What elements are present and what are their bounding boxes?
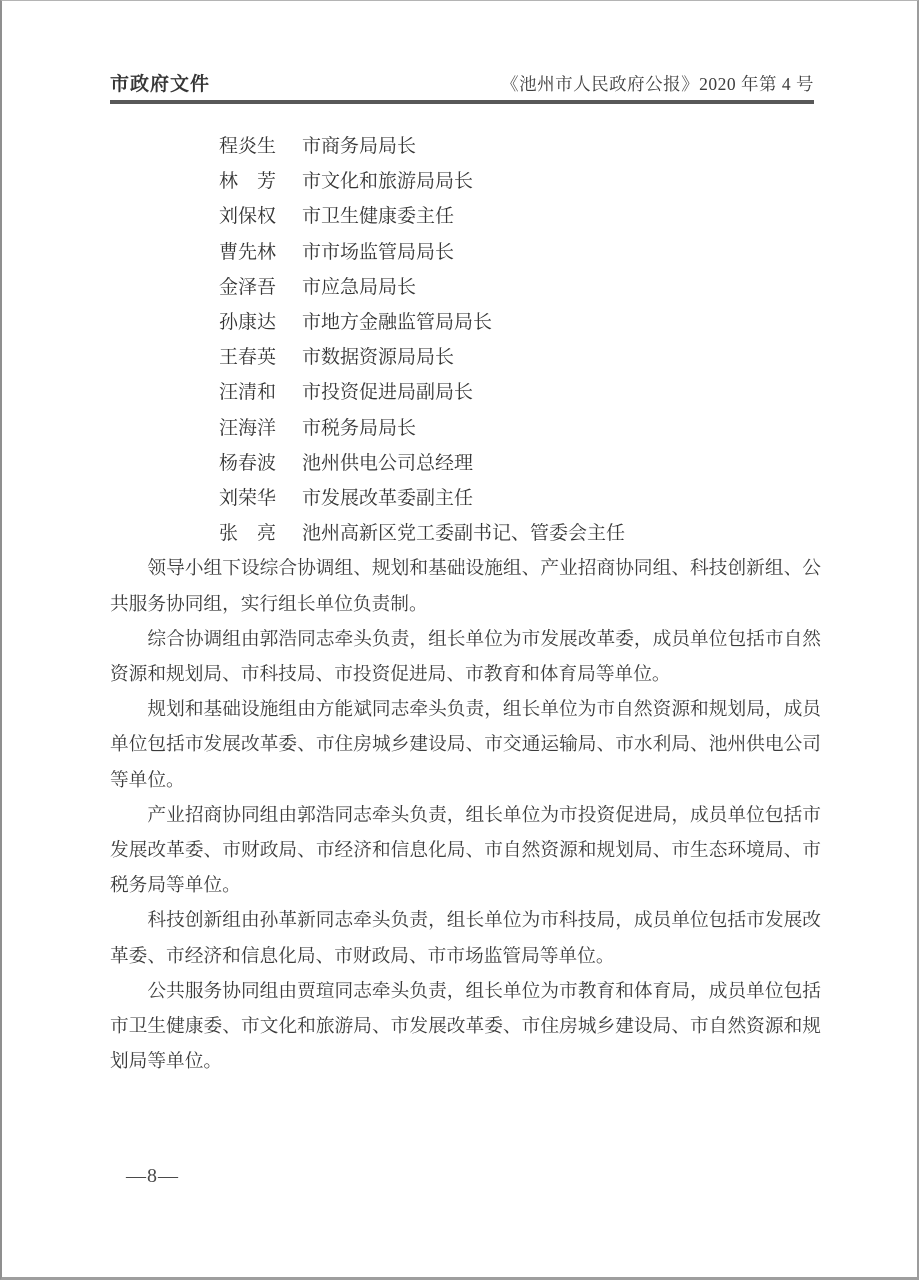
member-title: 市数据资源局局长 — [302, 347, 455, 369]
document-footer — [126, 1165, 179, 1188]
member-row — [219, 129, 821, 164]
page-number: —8— — [126, 1165, 179, 1187]
member-name: 汪清和 — [219, 382, 277, 404]
member-name: 金泽吾 — [219, 276, 277, 298]
member-row — [219, 235, 821, 270]
member-name: 王春英 — [219, 347, 277, 369]
header-section-label: 市政府文件 — [110, 74, 211, 95]
body-paragraph-overview: 领导小组下设综合协调组、规划和基础设施组、产业招商协同组、科技创新组、公共服务协同组，实行组长单位负责制。 — [110, 558, 821, 615]
member-title: 池州供电公司总经理 — [302, 452, 474, 474]
member-name: 刘荣华 — [219, 488, 277, 510]
member-title: 市商务局局长 — [302, 136, 417, 157]
member-name: 张 亮 — [219, 523, 277, 545]
member-row — [219, 481, 821, 516]
member-title: 市市场监管局局长 — [302, 241, 455, 263]
document-header — [110, 69, 814, 96]
member-row — [219, 375, 821, 410]
body-paragraph-innovation-group: 科技创新组由孙革新同志牵头负责，组长单位为市科技局，成员单位包括市发展改革委、市经济和信息化局、市财政局、市市场监管局等单位。 — [110, 910, 821, 967]
body-paragraph-planning-group: 规划和基础设施组由方能斌同志牵头负责，组长单位为市自然资源和规划局，成员单位包括市发展改革委、市住房城乡建设局、市交通运输局、市水利局、池州供电公司等单位。 — [110, 699, 821, 791]
header-rule — [110, 100, 814, 104]
member-row — [219, 305, 821, 340]
member-title: 市税务局局长 — [302, 417, 417, 439]
member-row — [219, 340, 821, 375]
member-name: 林 芳 — [219, 171, 277, 193]
member-name: 汪海洋 — [219, 417, 277, 439]
body-paragraph-coordination-group: 综合协调组由郭浩同志牵头负责，组长单位为市发展改革委，成员单位包括市自然资源和规划局、市科技局、市投资促进局、市教育和体育局等单位。 — [110, 628, 821, 686]
member-title: 市地方金融监管局局长 — [302, 312, 493, 334]
member-name: 程炎生 — [219, 136, 277, 157]
member-title: 市文化和旅游局局长 — [302, 171, 474, 193]
document-body — [110, 129, 821, 1079]
member-row — [219, 446, 821, 481]
member-title: 市卫生健康委主任 — [302, 206, 455, 228]
member-name: 刘保权 — [219, 206, 277, 228]
member-title: 市应急局局长 — [302, 276, 417, 298]
member-row — [219, 164, 821, 199]
member-row — [219, 270, 821, 305]
header-gazette-issue: 《池州市人民政府公报》2020 年第 4 号 — [501, 74, 814, 94]
member-title: 市投资促进局副局长 — [302, 382, 474, 404]
member-row — [219, 199, 821, 234]
leading-group-member-list — [110, 129, 821, 551]
member-title: 市发展改革委副主任 — [302, 488, 474, 510]
member-row — [219, 516, 821, 551]
member-title: 池州高新区党工委副书记、管委会主任 — [302, 523, 626, 545]
body-paragraph-investment-group: 产业招商协同组由郭浩同志牵头负责，组长单位为市投资促进局，成员单位包括市发展改革委、市财政局、市经济和信息化局、市自然资源和规划局、市生态环境局、市税务局等单位。 — [110, 804, 821, 897]
body-paragraph-public-service-group: 公共服务协同组由贾瑄同志牵头负责，组长单位为市教育和体育局，成员单位包括市卫生健康委、市文化和旅游局、市发展改革委、市住房城乡建设局、市自然资源和规划局等单位。 — [110, 980, 821, 1073]
member-name: 曹先林 — [219, 241, 277, 263]
member-name: 杨春波 — [219, 452, 277, 474]
member-row — [219, 411, 821, 446]
member-name: 孙康达 — [219, 312, 277, 334]
